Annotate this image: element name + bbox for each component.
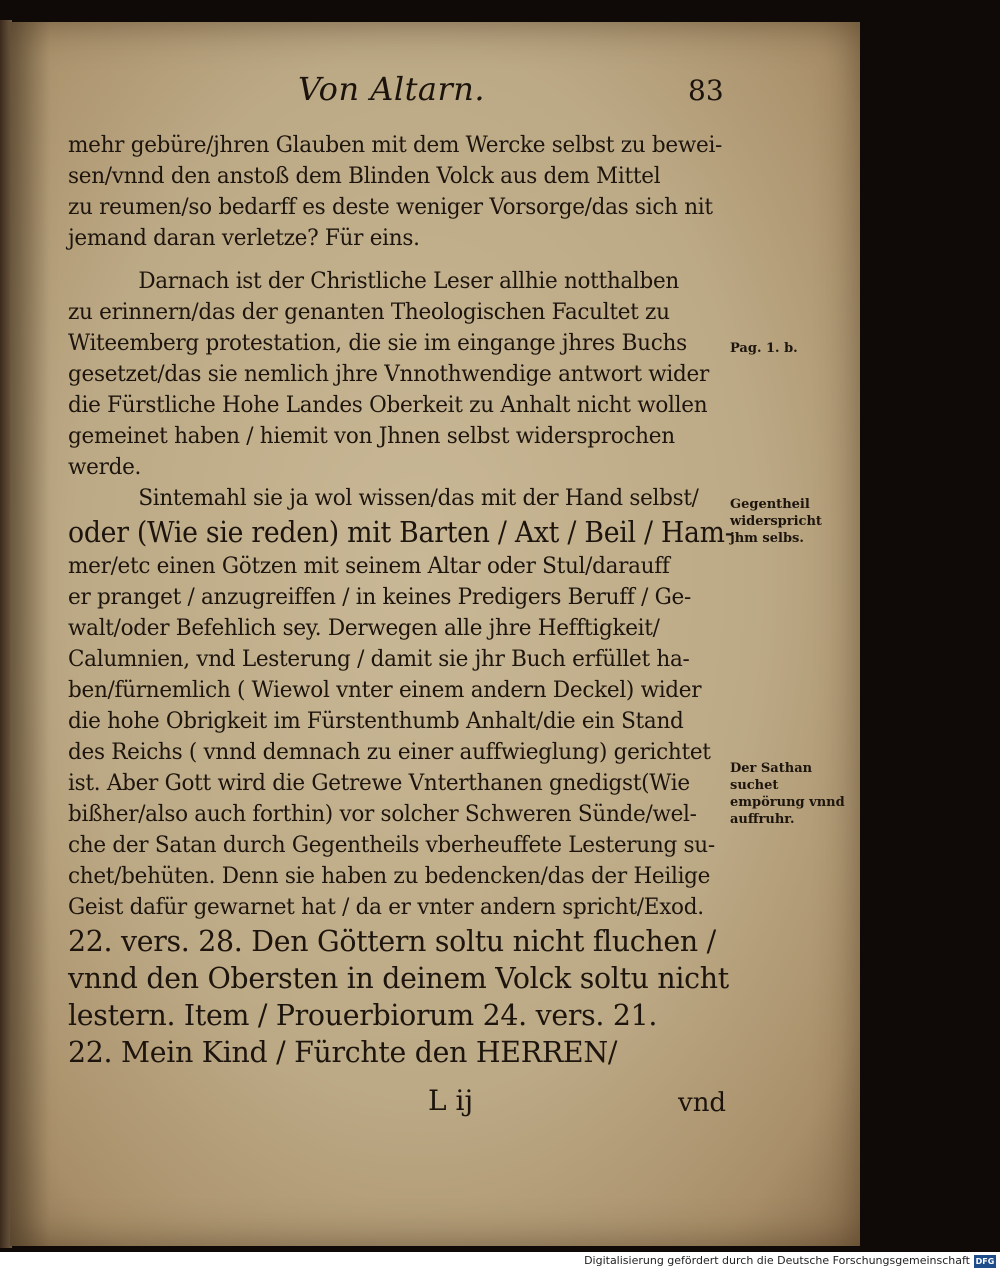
text-line: die Fürstliche Hohe Landes Oberkeit zu Anhalt nicht wollen	[68, 393, 708, 418]
text-line: Darnach ist der Christliche Leser allhie notthalben	[138, 269, 679, 294]
text-line: jemand daran verletze? Für eins.	[68, 226, 420, 251]
text-line: ist. Aber Gott wird die Getrewe Vnterthanen gnedigst(Wie	[68, 771, 690, 796]
marginal-note: Pag. 1. b.	[730, 341, 798, 356]
text-line: mehr gebüre/jhren Glauben mit dem Wercke selbst zu bewei-	[68, 133, 723, 158]
catchword: vnd	[678, 1088, 727, 1118]
text-line: walt/oder Befehlich sey. Derwegen alle jhre Hefftigkeit/	[68, 616, 660, 641]
text-line: lestern. Item / Prouerbiorum 24. vers. 21.	[68, 998, 658, 1032]
text-line: des Reichs ( vnnd demnach zu einer auffwieglung) gerichtet	[68, 740, 711, 765]
text-line: er pranget / anzugreiffen / in keines Predigers Beruff / Ge-	[68, 585, 691, 610]
text-line: ben/fürnemlich ( Wiewol vnter einem andern Deckel) wider	[68, 678, 702, 703]
text-line: gesetzet/das sie nemlich jhre Vnnothwendige antwort wider	[68, 362, 709, 387]
running-head: Von Altarn.	[298, 70, 486, 108]
text-line: bißher/also auch forthin) vor solcher Schweren Sünde/wel-	[68, 802, 697, 827]
text-line: Sintemahl sie ja wol wissen/das mit der Hand selbst/	[138, 486, 699, 511]
text-line: che der Satan durch Gegentheils vberheuffete Lesterung su-	[68, 833, 715, 858]
text-line: Witeemberg protestation, die sie im eingange jhres Buchs	[68, 331, 687, 356]
text-line: mer/etc einen Götzen mit seinem Altar oder Stul/darauff	[68, 554, 670, 579]
book-page	[10, 22, 860, 1246]
text-line: gemeinet haben / hiemit von Jhnen selbst widersprochen	[68, 424, 675, 449]
text-line: zu erinnern/das der genanten Theologischen Facultet zu	[68, 300, 670, 325]
page-number: 83	[688, 74, 724, 107]
body-text	[68, 130, 748, 1071]
text-line: vnnd den Obersten in deinem Volck soltu nicht	[68, 961, 729, 995]
scan-margin-dark	[860, 20, 1000, 1250]
signature-mark: L ij	[428, 1084, 474, 1117]
text-line: die hohe Obrigkeit im Fürstenthumb Anhalt/die ein Stand	[68, 709, 684, 734]
text-line: zu reumen/so bedarff es deste weniger Vorsorge/das sich nit	[68, 195, 713, 220]
text-line: 22. Mein Kind / Fürchte den HERREN/	[68, 1035, 618, 1069]
text-line: oder (Wie sie reden) mit Barten / Axt / Beil / Ham-	[68, 515, 734, 549]
text-line: 22. vers. 28. Den Göttern soltu nicht fluchen /	[68, 924, 716, 958]
text-line: werde.	[68, 455, 142, 480]
text-line: chet/behüten. Denn sie haben zu bedencken/das der Heilige	[68, 864, 711, 889]
marginal-note: Gegentheil widerspricht jhm selbs.	[730, 497, 822, 546]
text-line: Geist dafür gewarnet hat / da er vnter andern spricht/Exod.	[68, 895, 704, 920]
text-line: Calumnien, vnd Lesterung / damit sie jhr Buch erfüllet ha-	[68, 647, 690, 672]
dfg-logo: DFG	[975, 1257, 995, 1266]
page-gutter-shadow	[10, 22, 50, 1246]
funding-credit: Digitalisierung gefördert durch die Deutsche Forschungsgemeinschaft	[584, 1254, 970, 1267]
text-line: sen/vnnd den anstoß dem Blinden Volck aus dem Mittel	[68, 164, 661, 189]
marginal-note: Der Sathan suchet empörung vnnd auffruhr.	[730, 761, 845, 827]
